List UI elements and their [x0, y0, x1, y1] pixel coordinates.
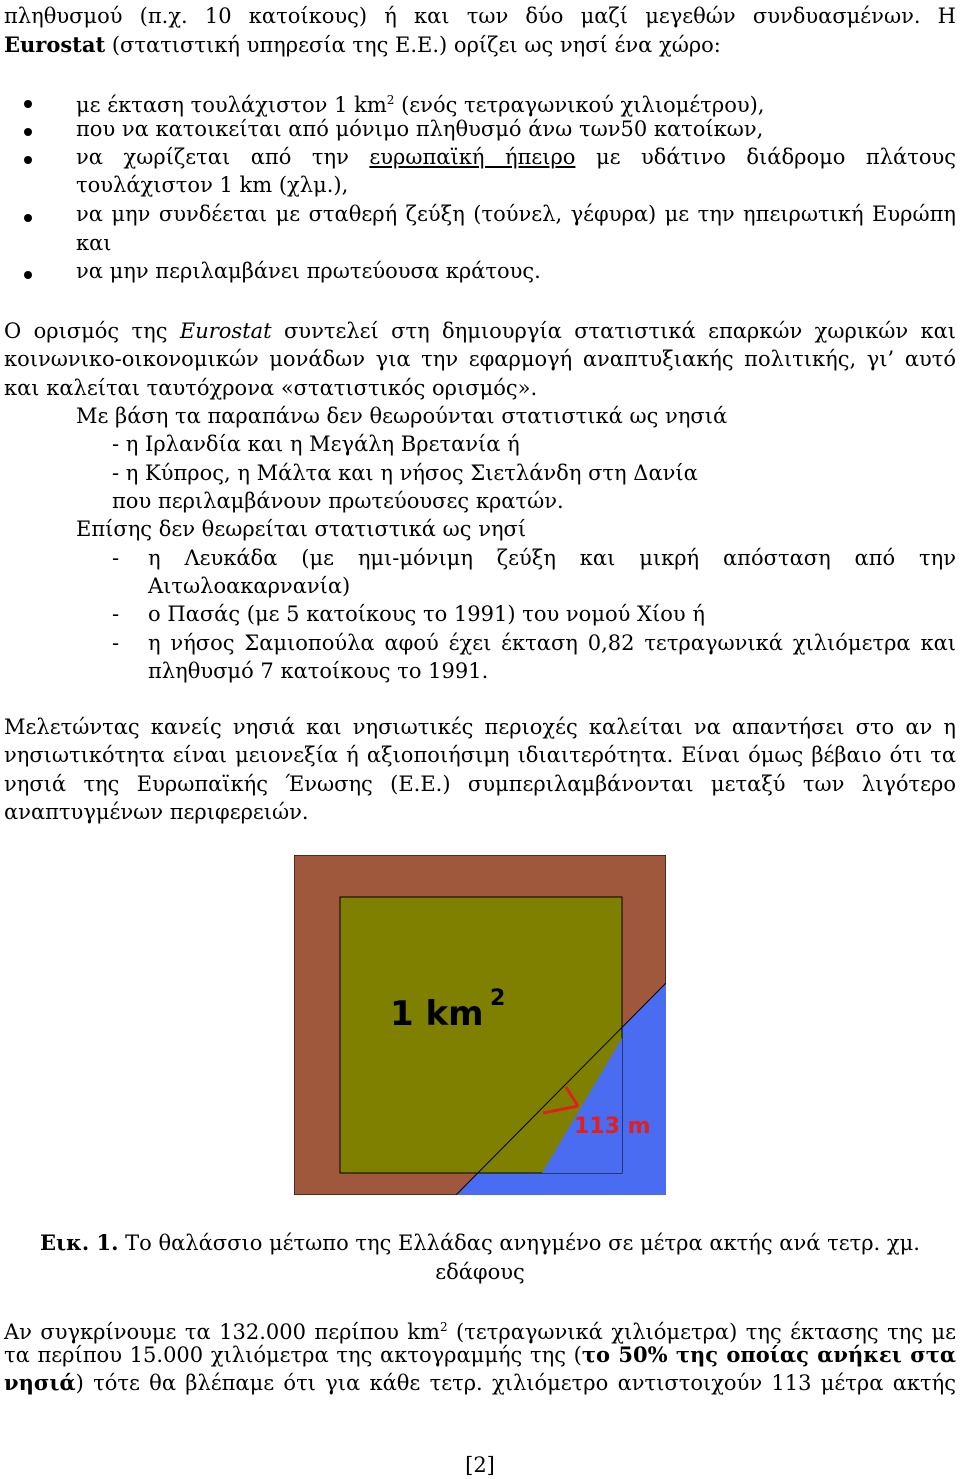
dash-mark: - [112, 631, 120, 655]
europe-link[interactable]: ευρωπαϊκή ήπειρο [369, 145, 576, 169]
intro-line-2-rest: (στατιστική υπηρεσία της Ε.Ε.) ορίζει ως νησί ένα χώρο: [105, 33, 721, 57]
p4-bold-text: νησιά [4, 1370, 76, 1395]
p2-line-1 [4, 317, 956, 345]
p3-line-1: Μελετώντας κανείς νησιά και νησιωτικές περιοχές καλείται να απαντήσει στο αν η [4, 715, 956, 739]
eurostat-bold: Eurostat [4, 32, 106, 57]
p2-line-2: κοινωνικο-οικονομικών μονάδων για την εφαρμογή αναπτυξιακής πολιτικής, γι’ αυτό [4, 347, 956, 371]
intro-line-1: πληθυσμού (π.χ. 10 κατοίκους) ή και των δύο μαζί μεγεθών συνδυασμένων. Η [4, 4, 956, 28]
bullet-dot [24, 128, 32, 136]
bullet-dot [24, 271, 32, 279]
bullet-item-population: που να κατοικείται από μόνιμο πληθυσμό άνω των50 κατοίκων, [76, 117, 764, 141]
dash-mark: - [112, 602, 120, 626]
p3-line-4: αναπτυγμένων περιφερειών. [4, 800, 309, 824]
p4-bold-text: το 50% της οποίας ανήκει στα [581, 1342, 956, 1367]
dash-item-samiopoula-cont: πληθυσμό 7 κατοίκους το 1991. [148, 659, 489, 683]
area-label: 1 km [390, 994, 484, 1034]
bullet-item-no-link-cont: και [76, 231, 112, 255]
p4-text: Αν συγκρίνουμε τα 132.000 περίπου km [4, 1320, 440, 1344]
bullet-item-separation [76, 143, 956, 171]
bullet-text: με υδάτινο διάδρομο πλάτους [575, 145, 956, 169]
p4-text: τα περίπου 15.000 χιλιόμετρα της ακτογραμμής της ( [4, 1343, 582, 1367]
caption-text: Το θαλάσσιο μέτωπο της Ελλάδας ανηγμένο σε μέτρα ακτής ανά τετρ. χμ. [118, 1231, 920, 1255]
p3-line-2: νησιωτικότητα είναι μειονεξία ή αξιοποιήσιμη ιδιαιτερότητα. Είναι όμως βέβαιο ότι τα [4, 743, 956, 767]
bullet-item-no-capital: να μην περιλαμβάνει πρωτεύουσα κράτους. [76, 259, 541, 283]
dash-item-pasas: ο Πασάς (με 5 κατοίκους το 1991) του νομού Χίου ή [148, 602, 705, 626]
p4-text: ) τότε θα βλέπαμε ότι για κάθε τετρ. χιλιόμετρο αντιστοιχούν 113 μέτρα ακτής [75, 1371, 956, 1395]
p4-line-3 [4, 1369, 956, 1397]
bullet-dot [24, 156, 32, 164]
p3-line-3: νησιά της Ευρωπαϊκής Ένωσης (Ε.Ε.) συμπεριλαμβάνονται μεταξύ των λιγότερο [4, 772, 956, 796]
bullet-item-separation-cont: τουλάχιστον 1 km (χλμ.), [76, 173, 349, 197]
dash-item-ireland: - η Ιρλανδία και η Μεγάλη Βρετανία ή [112, 432, 520, 456]
dash-mark: - [112, 546, 120, 570]
caption-label: Εικ. 1. [40, 1230, 119, 1255]
p2-text: Ο ορισμός της [4, 319, 180, 343]
superscript: 2 [386, 93, 395, 107]
island-area-figure [294, 855, 666, 1195]
p2-line-4: Με βάση τα παραπάνω δεν θεωρούνται στατιστικά ως νησιά [76, 404, 728, 428]
p2-line-3: και καλείται ταυτόχρονα «στατιστικός ορισμός». [4, 376, 538, 400]
bullet-text: να χωρίζεται από την [76, 145, 370, 169]
superscript: 2 [439, 1320, 448, 1334]
p2-line-6: Επίσης δεν θεωρείται στατιστικά ως νησί [76, 517, 527, 541]
dash-item-cyprus: - η Κύπρος, η Μάλτα και η νήσος Σιετλάνδη στη Δανία [112, 461, 698, 485]
p2-text: συντελεί στη δημιουργία στατιστικά επαρκών χωρικών και [271, 319, 957, 343]
figure-caption-cont: εδάφους [435, 1260, 525, 1284]
p2-line-5: που περιλαμβάνουν πρωτεύουσες κρατών. [112, 489, 564, 513]
distance-label: 113 m [574, 1114, 651, 1139]
dash-item-lefkada-cont: Αιτωλοακαρνανία) [148, 574, 351, 598]
bullet-text: (ενός τετραγωνικού χιλιομέτρου), [394, 93, 765, 117]
area-label-sup: 2 [490, 986, 506, 1011]
dash-item-lefkada: η Λευκάδα (με ημι-μόνιμη ζεύξη και μικρή απόσταση από την [148, 546, 956, 570]
figure-caption [0, 1229, 960, 1257]
bullet-item-no-link: να μην συνδέεται με σταθερή ζεύξη (τούνελ, γέφυρα) με την ηπειρωτική Ευρώπη [76, 202, 956, 226]
dash-item-samiopoula: η νήσος Σαμιοπούλα αφού έχει έκταση 0,82 τετραγωνικά χιλιόμετρα και [148, 631, 956, 655]
intro-line-2 [4, 31, 956, 59]
page-number: [2] [465, 1453, 495, 1477]
p4-line-2 [4, 1341, 956, 1369]
eurostat-italic: Eurostat [179, 319, 272, 343]
p4-text: (τετραγωνικά χιλιόμετρα) της έκτασης της με [447, 1320, 956, 1344]
bullet-dot [24, 100, 32, 108]
bullet-dot [24, 214, 32, 222]
bullet-text: με έκταση τουλάχιστον 1 km [76, 93, 387, 117]
